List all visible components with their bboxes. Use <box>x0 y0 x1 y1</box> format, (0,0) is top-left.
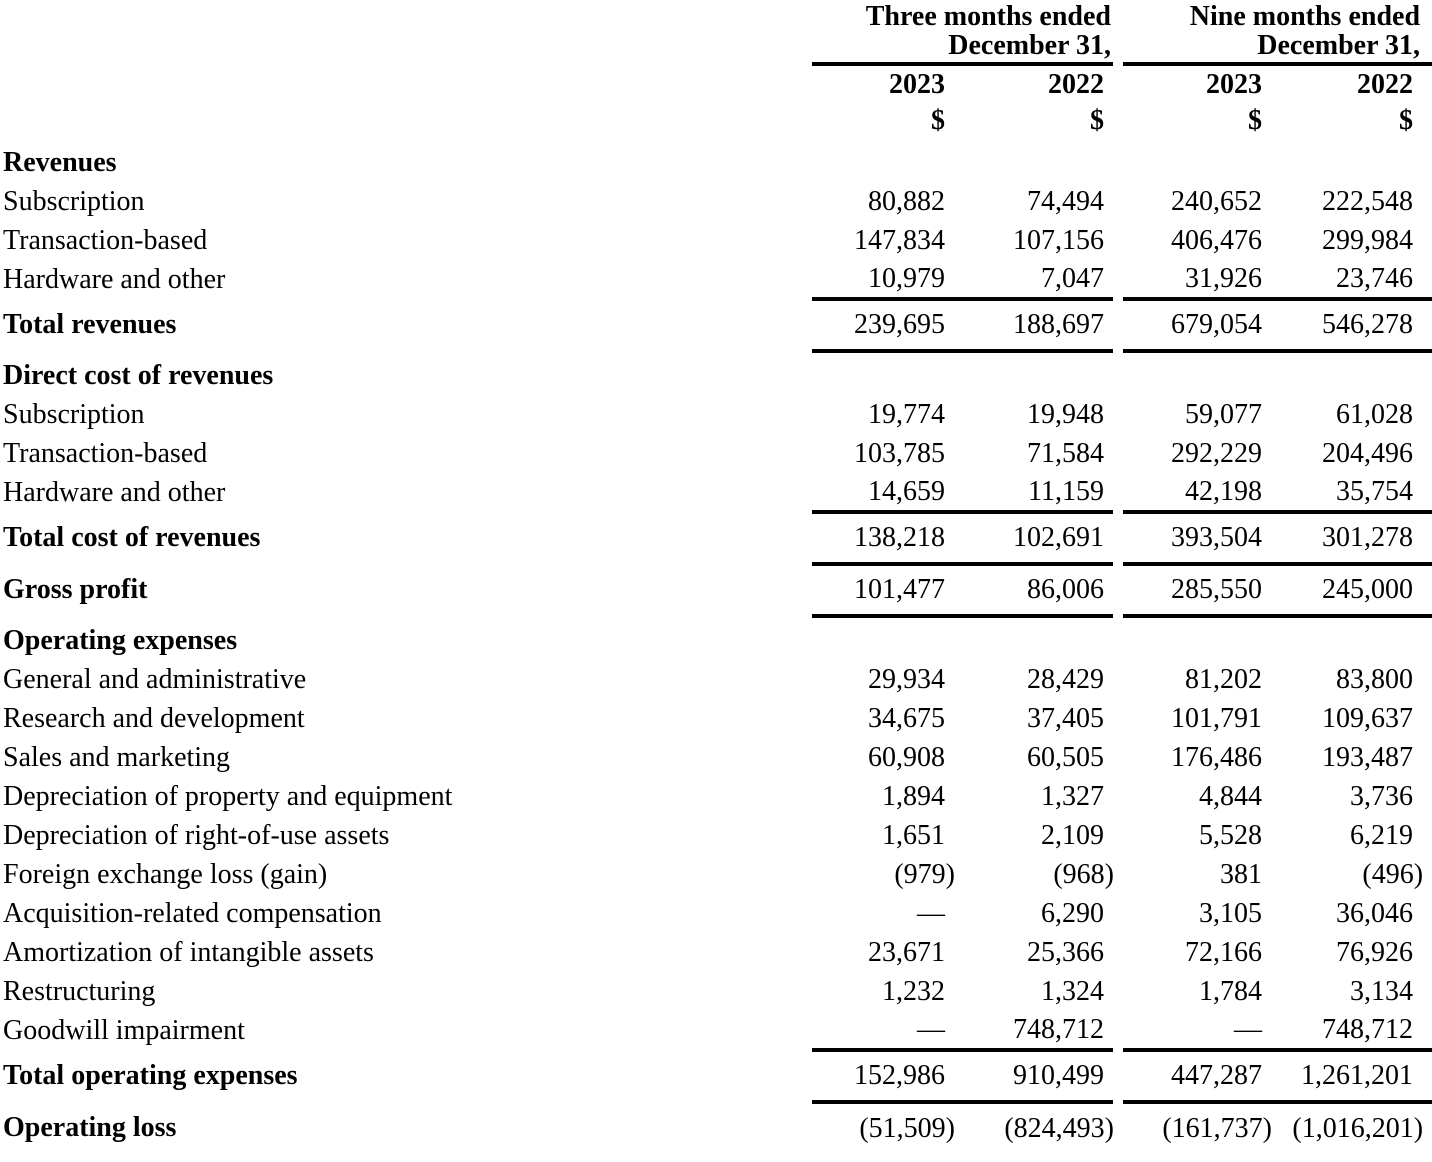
table-row <box>0 933 1432 972</box>
table-row <box>0 299 1432 351</box>
row-label: Hardware and other <box>3 263 226 295</box>
row-label: Subscription <box>3 398 145 430</box>
value-cell <box>812 660 952 699</box>
value-cell <box>952 1102 1113 1154</box>
value-cell <box>1123 816 1267 855</box>
value-cell <box>952 1050 1113 1102</box>
value-text: 81,202 <box>1185 663 1263 695</box>
value-cell <box>812 855 955 894</box>
value-cell <box>812 972 952 1011</box>
value-cell <box>812 299 952 351</box>
value-cell <box>1267 616 1432 660</box>
value-cell <box>1267 473 1432 512</box>
value-text: 19,774 <box>868 398 945 430</box>
year-header-2022-ytd: 2022 <box>1357 69 1414 100</box>
value-cell <box>952 473 1113 512</box>
value-text: 25,366 <box>1027 936 1105 968</box>
value-cell <box>1267 1102 1432 1154</box>
currency-symbol: $ <box>1090 105 1105 136</box>
row-label: Depreciation of right-of-use assets <box>3 819 390 851</box>
value-cell <box>1267 660 1432 699</box>
value-cell <box>952 933 1113 972</box>
table-row <box>0 1011 1432 1050</box>
value-text: 14,659 <box>868 475 945 507</box>
value-text: 109,637 <box>1322 702 1414 734</box>
value-text: 3,736 <box>1350 780 1414 812</box>
column-gap <box>1113 972 1123 1011</box>
row-label: Amortization of intangible assets <box>3 936 374 968</box>
value-text: 61,028 <box>1336 398 1414 430</box>
value-cell <box>952 738 1113 777</box>
value-cell <box>1123 1102 1273 1154</box>
column-gap <box>1113 260 1123 299</box>
row-label: Transaction-based <box>3 437 208 469</box>
value-cell <box>952 182 1113 221</box>
value-cell <box>812 1102 955 1154</box>
value-text: 34,675 <box>868 702 945 734</box>
row-label: Gross profit <box>3 574 148 605</box>
value-cell <box>1123 699 1267 738</box>
value-cell <box>812 933 952 972</box>
value-cell <box>812 1050 952 1102</box>
col-group-three-months <box>812 0 1113 64</box>
value-cell <box>812 616 952 660</box>
column-gap <box>1113 0 1123 64</box>
value-cell <box>1267 1050 1432 1102</box>
value-cell <box>1267 972 1432 1011</box>
row-label: Total operating expenses <box>3 1060 298 1091</box>
value-text: 42,198 <box>1185 475 1263 507</box>
row-label: Transaction-based <box>3 224 208 256</box>
table-row <box>0 616 1432 660</box>
value-cell <box>952 972 1113 1011</box>
value-text: — <box>917 1013 945 1045</box>
column-gap <box>1113 699 1123 738</box>
table-row <box>0 699 1432 738</box>
value-text: 83,800 <box>1336 663 1414 695</box>
row-label: General and administrative <box>3 663 307 695</box>
value-cell <box>1123 299 1267 351</box>
value-text: (824,493) <box>1004 1113 1115 1144</box>
value-text: 60,505 <box>1027 741 1105 773</box>
value-text: 6,219 <box>1350 819 1414 851</box>
value-cell <box>812 351 952 395</box>
row-label: Operating expenses <box>3 625 238 656</box>
column-gap <box>1113 660 1123 699</box>
value-text: 152,986 <box>854 1060 945 1091</box>
value-cell <box>1267 564 1432 616</box>
value-text: 447,287 <box>1171 1060 1263 1091</box>
row-label: Sales and marketing <box>3 741 231 773</box>
value-cell <box>1123 473 1267 512</box>
value-cell <box>1267 894 1432 933</box>
group-title-line2: December 31, <box>948 30 1112 61</box>
column-gap <box>1113 299 1123 351</box>
value-text: 3,134 <box>1350 975 1414 1007</box>
value-cell <box>812 260 952 299</box>
value-text: 679,054 <box>1171 309 1263 340</box>
value-text: (51,509) <box>859 1113 955 1144</box>
value-cell <box>1123 138 1267 182</box>
value-text: 2,109 <box>1041 819 1105 851</box>
value-text: 546,278 <box>1322 309 1414 340</box>
table-row <box>0 351 1432 395</box>
value-text: 748,712 <box>1322 1013 1414 1045</box>
value-cell <box>952 395 1113 434</box>
value-text: 35,754 <box>1336 475 1414 507</box>
value-text: 11,159 <box>1028 475 1105 507</box>
year-header-2023-q: 2023 <box>889 69 945 100</box>
value-text: 102,691 <box>1013 522 1105 553</box>
header-label-spacer <box>0 0 812 64</box>
value-text: (1,016,201) <box>1292 1113 1424 1144</box>
value-cell <box>1267 738 1432 777</box>
value-text: 147,834 <box>854 224 945 256</box>
value-cell <box>952 512 1113 564</box>
value-cell <box>1267 434 1432 473</box>
value-cell <box>812 182 952 221</box>
value-cell <box>1267 299 1432 351</box>
header-label-spacer <box>0 64 812 104</box>
value-cell <box>812 395 952 434</box>
value-text: 748,712 <box>1013 1013 1105 1045</box>
value-cell <box>1267 1011 1432 1050</box>
value-text: 31,926 <box>1185 262 1263 294</box>
table-row <box>0 182 1432 221</box>
group-header-row <box>0 0 1432 64</box>
currency-symbol: $ <box>1248 105 1263 136</box>
value-text: (968) <box>1053 858 1115 890</box>
value-text: 19,948 <box>1027 398 1105 430</box>
header-label-spacer <box>0 104 812 138</box>
value-text: 37,405 <box>1027 702 1105 734</box>
value-cell <box>952 299 1113 351</box>
value-cell <box>1123 434 1267 473</box>
value-text: 910,499 <box>1013 1060 1105 1091</box>
column-gap <box>1113 616 1123 660</box>
value-cell <box>1123 351 1267 395</box>
value-cell <box>1267 933 1432 972</box>
row-label: Total cost of revenues <box>3 522 261 553</box>
year-header-2023-ytd: 2023 <box>1206 69 1263 100</box>
value-text: — <box>1234 1013 1263 1045</box>
value-text: 1,651 <box>882 819 945 851</box>
value-cell <box>952 434 1113 473</box>
value-cell <box>1123 933 1267 972</box>
value-text: 4,844 <box>1199 780 1263 812</box>
column-gap <box>1113 182 1123 221</box>
row-label: Restructuring <box>3 975 156 1007</box>
value-cell <box>1123 564 1267 616</box>
value-cell <box>812 512 952 564</box>
value-cell <box>812 894 952 933</box>
column-gap <box>1113 777 1123 816</box>
column-gap <box>1113 395 1123 434</box>
value-text: 240,652 <box>1171 185 1263 217</box>
value-cell <box>1267 816 1432 855</box>
value-text: (979) <box>894 858 955 890</box>
column-gap <box>1113 64 1123 104</box>
col-group-nine-months <box>1123 0 1432 64</box>
value-text: 222,548 <box>1322 185 1414 217</box>
value-cell <box>1267 777 1432 816</box>
value-cell <box>812 221 952 260</box>
value-cell <box>952 894 1113 933</box>
value-cell <box>812 738 952 777</box>
value-cell <box>1267 182 1432 221</box>
value-cell <box>1123 395 1267 434</box>
value-text: 299,984 <box>1322 224 1414 256</box>
value-text: 138,218 <box>854 522 945 553</box>
table-row <box>0 395 1432 434</box>
value-text: 101,791 <box>1171 702 1263 734</box>
value-cell <box>1267 512 1432 564</box>
value-text: 36,046 <box>1336 897 1414 929</box>
value-cell <box>1267 699 1432 738</box>
value-text: 103,785 <box>854 437 945 469</box>
value-cell <box>1123 777 1267 816</box>
row-label: Research and development <box>3 702 305 734</box>
row-label: Direct cost of revenues <box>3 360 274 391</box>
value-cell <box>812 816 952 855</box>
value-cell <box>952 699 1113 738</box>
value-text: 10,979 <box>868 262 945 294</box>
table-row <box>0 138 1432 182</box>
value-text: 1,327 <box>1041 780 1105 812</box>
table-row <box>0 855 1432 894</box>
column-gap <box>1113 564 1123 616</box>
value-text: 188,697 <box>1013 309 1105 340</box>
currency-header-row <box>0 104 1432 138</box>
value-text: 101,477 <box>854 574 945 605</box>
table-row <box>0 660 1432 699</box>
value-cell <box>952 1011 1113 1050</box>
column-gap <box>1113 221 1123 260</box>
column-gap <box>1113 738 1123 777</box>
value-text: 60,908 <box>868 741 945 773</box>
value-cell <box>952 351 1113 395</box>
value-text: 176,486 <box>1171 741 1263 773</box>
value-text: 239,695 <box>854 309 945 340</box>
table-row <box>0 972 1432 1011</box>
value-cell <box>1123 260 1267 299</box>
group-title-line2: December 31, <box>1257 30 1421 61</box>
value-cell <box>952 221 1113 260</box>
value-text: 1,784 <box>1199 975 1263 1007</box>
table-row <box>0 473 1432 512</box>
value-text: 1,324 <box>1041 975 1105 1007</box>
value-text: 80,882 <box>868 185 945 217</box>
value-text: 29,934 <box>868 663 945 695</box>
value-cell <box>1123 616 1267 660</box>
column-gap <box>1113 351 1123 395</box>
value-cell <box>812 564 952 616</box>
row-label: Goodwill impairment <box>3 1014 245 1046</box>
value-text: (496) <box>1362 858 1424 890</box>
value-text: 285,550 <box>1171 574 1263 605</box>
value-cell <box>1123 512 1267 564</box>
value-text: 193,487 <box>1322 741 1414 773</box>
table-row <box>0 777 1432 816</box>
value-cell <box>812 699 952 738</box>
value-cell <box>1123 972 1267 1011</box>
value-text: 381 <box>1220 858 1263 890</box>
value-cell <box>1123 182 1267 221</box>
value-cell <box>1267 395 1432 434</box>
value-text: 292,229 <box>1171 437 1263 469</box>
table-row <box>0 512 1432 564</box>
value-text: 3,105 <box>1199 897 1263 929</box>
column-gap <box>1113 894 1123 933</box>
currency-symbol: $ <box>1399 105 1414 136</box>
value-text: 1,894 <box>882 780 945 812</box>
value-cell <box>1267 221 1432 260</box>
table-row <box>0 1050 1432 1102</box>
value-text: 23,746 <box>1336 262 1414 294</box>
value-cell <box>1123 1050 1267 1102</box>
value-text: 6,290 <box>1041 897 1105 929</box>
value-cell <box>952 564 1113 616</box>
table-row <box>0 738 1432 777</box>
value-text: 1,261,201 <box>1301 1060 1414 1091</box>
column-gap <box>1113 512 1123 564</box>
row-label: Total revenues <box>3 309 177 340</box>
column-gap <box>1113 1050 1123 1102</box>
value-cell <box>952 138 1113 182</box>
value-text: 28,429 <box>1027 663 1105 695</box>
row-label: Foreign exchange loss (gain) <box>3 858 328 890</box>
value-text: 107,156 <box>1013 224 1105 256</box>
value-text: 71,584 <box>1027 437 1105 469</box>
column-gap <box>1113 816 1123 855</box>
year-header-2022-q: 2022 <box>1048 69 1105 100</box>
value-cell <box>812 434 952 473</box>
table-row <box>0 434 1432 473</box>
value-cell <box>1123 660 1267 699</box>
column-gap <box>1113 434 1123 473</box>
row-label: Depreciation of property and equipment <box>3 780 453 812</box>
group-title-line1: Three months ended <box>865 1 1112 32</box>
column-gap <box>1113 1011 1123 1050</box>
value-cell <box>952 616 1113 660</box>
table-row <box>0 260 1432 299</box>
value-cell <box>812 138 952 182</box>
value-cell <box>1123 1011 1267 1050</box>
value-text: 86,006 <box>1027 574 1105 605</box>
value-cell <box>952 660 1113 699</box>
value-text: 204,496 <box>1322 437 1414 469</box>
value-cell <box>952 816 1113 855</box>
year-header-row <box>0 64 1432 104</box>
value-text: 301,278 <box>1322 522 1414 553</box>
value-cell <box>812 777 952 816</box>
column-gap <box>1113 933 1123 972</box>
column-gap <box>1113 1102 1123 1154</box>
value-cell <box>1267 351 1432 395</box>
value-text: 76,926 <box>1336 936 1414 968</box>
table-row <box>0 816 1432 855</box>
value-text: 1,232 <box>882 975 945 1007</box>
table-row <box>0 1102 1432 1154</box>
value-text: 59,077 <box>1185 398 1263 430</box>
value-cell <box>812 1011 952 1050</box>
value-cell <box>952 855 1113 894</box>
currency-symbol: $ <box>931 105 945 136</box>
row-label: Operating loss <box>3 1112 177 1143</box>
group-title-line1: Nine months ended <box>1189 1 1421 32</box>
row-label: Subscription <box>3 185 145 217</box>
value-text: 393,504 <box>1171 522 1263 553</box>
value-cell <box>812 473 952 512</box>
value-text: 72,166 <box>1185 936 1263 968</box>
row-label: Hardware and other <box>3 476 226 508</box>
value-cell <box>1123 738 1267 777</box>
column-gap <box>1113 473 1123 512</box>
table-row <box>0 894 1432 933</box>
row-label: Acquisition-related compensation <box>3 897 382 929</box>
column-gap <box>1113 138 1123 182</box>
value-text: (161,737) <box>1162 1113 1273 1144</box>
value-cell <box>952 777 1113 816</box>
value-cell <box>1123 894 1267 933</box>
value-text: 7,047 <box>1041 262 1105 294</box>
row-label: Revenues <box>3 147 117 178</box>
value-cell <box>952 260 1113 299</box>
value-text: — <box>917 897 945 929</box>
column-gap <box>1113 104 1123 138</box>
value-cell <box>1123 855 1267 894</box>
value-text: 23,671 <box>868 936 945 968</box>
table-row <box>0 564 1432 616</box>
statement-body <box>0 138 1432 1154</box>
value-cell <box>1123 221 1267 260</box>
value-cell <box>1267 138 1432 182</box>
value-text: 245,000 <box>1322 574 1414 605</box>
value-text: 74,494 <box>1027 185 1105 217</box>
value-cell <box>1267 855 1432 894</box>
value-text: 5,528 <box>1199 819 1263 851</box>
column-gap <box>1113 855 1123 894</box>
value-text: 406,476 <box>1171 224 1263 256</box>
table-row <box>0 221 1432 260</box>
value-cell <box>1267 260 1432 299</box>
